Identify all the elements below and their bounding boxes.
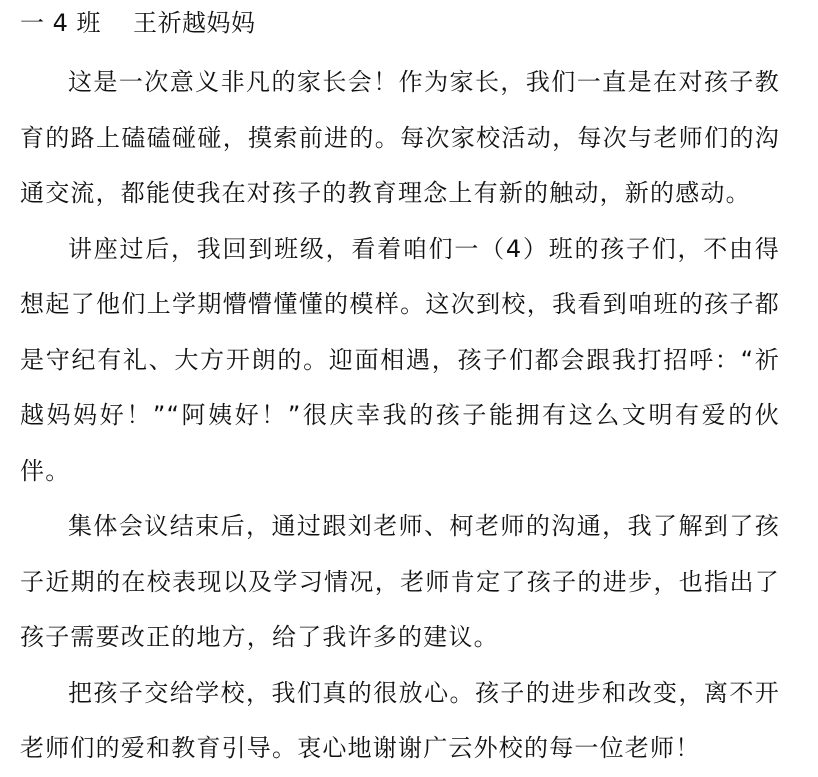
paragraph-1: 这是一次意义非凡的家长会！作为家长，我们一直是在对孩子教育的路上磕磕碰碰，摸索前进的。每次家校活动，每次与老师们的沟通交流，都能使我在对孩子的教育理念上有新的触动，新的感动。: [20, 68, 780, 207]
paragraph-4: 把孩子交给学校，我们真的很放心。孩子的进步和改变，离不开老师们的爱和教育引导。衷心地谢谢广云外校的每一位老师！: [20, 678, 780, 762]
author-name: 王祈越妈妈: [133, 9, 256, 37]
document-header: [20, 4, 256, 42]
class-label: 一 4 班: [20, 9, 102, 37]
paragraph-3: 集体会议结束后，通过跟刘老师、柯老师的沟通，我了解到了孩子近期的在校表现以及学习情况，老师肯定了孩子的进步，也指出了孩子需要改正的地方，给了我许多的建议。: [20, 512, 780, 651]
paragraph-2: 讲座过后，我回到班级，看着咱们一（4）班的孩子们，不由得想起了他们上学期懵懵懂懂的模样。这次到校，我看到咱班的孩子都是守纪有礼、大方开朗的。迎面相遇，孩子们都会跟我打招呼：“祈越妈妈好！”“阿姨好！”很庆幸我的孩子能拥有这么文明有爱的伙伴。: [20, 234, 780, 485]
document-body: [20, 55, 780, 777]
